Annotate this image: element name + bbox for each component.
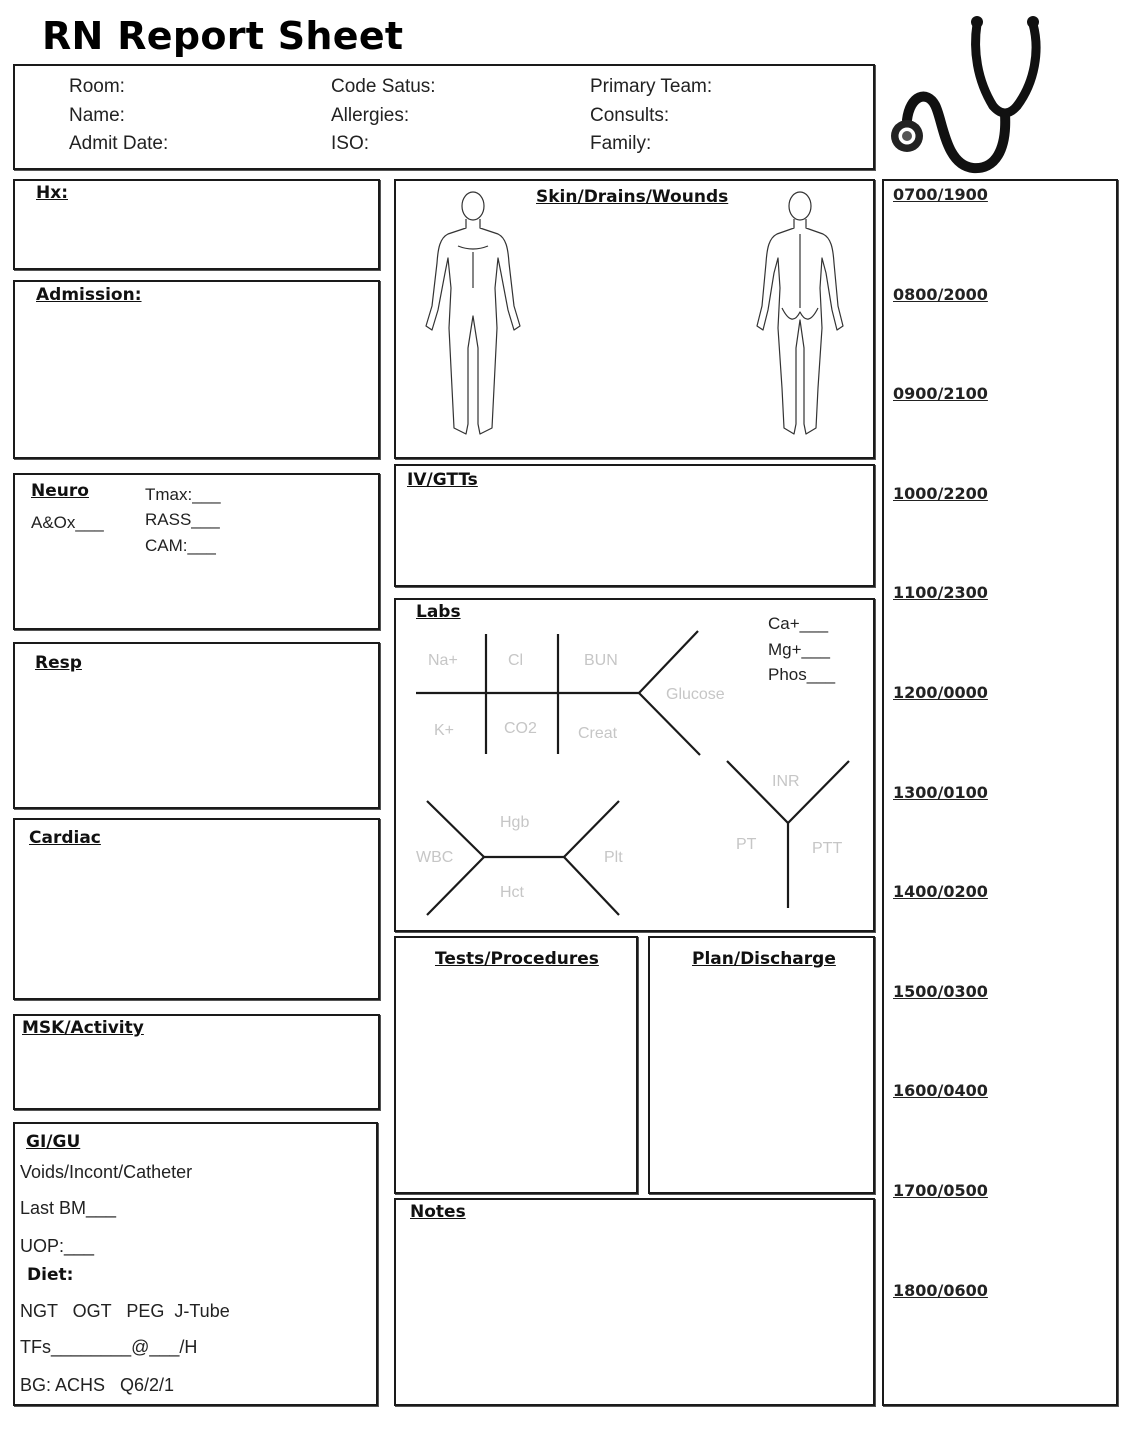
consults-label: Consults: xyxy=(590,105,670,126)
mg-field: Mg+___ xyxy=(768,640,830,659)
aox-field: A&Ox___ xyxy=(31,513,104,532)
tests-box xyxy=(394,936,638,1194)
cardiac-title: Cardiac xyxy=(29,828,101,848)
neuro-title: Neuro xyxy=(31,481,89,501)
time-slot: 0800/2000 xyxy=(893,284,988,304)
lab-plt: Plt xyxy=(604,849,623,866)
lab-k: K+ xyxy=(434,722,455,739)
lab-na: Na+ xyxy=(428,652,458,669)
time-slot: 1700/0500 xyxy=(893,1181,988,1200)
iso-label: ISO: xyxy=(331,133,370,154)
tmax-field: Tmax:___ xyxy=(145,485,221,504)
lab-creat: Creat xyxy=(578,725,618,742)
name-label: Name: xyxy=(69,105,125,126)
room-label: Room: xyxy=(69,76,125,97)
tests-title: Tests/Procedures xyxy=(435,949,599,969)
lab-co2: CO2 xyxy=(504,720,537,737)
diet-label: Diet: xyxy=(27,1265,74,1285)
page-title: RN Report Sheet xyxy=(42,14,404,58)
lab-inr: INR xyxy=(772,773,800,790)
plan-title: Plan/Discharge xyxy=(692,949,836,969)
labs-title: Labs xyxy=(416,602,461,622)
voids-field: Voids/Incont/Catheter xyxy=(20,1162,193,1182)
phos-field: Phos___ xyxy=(768,665,836,684)
stethoscope-icon xyxy=(885,10,1075,175)
notes-box xyxy=(394,1198,875,1406)
lab-pt: PT xyxy=(736,836,757,853)
time-slot: 1500/0300 xyxy=(893,981,988,1001)
lab-glucose: Glucose xyxy=(666,686,725,703)
allergies-label: Allergies: xyxy=(331,105,410,126)
primary-team-label: Primary Team: xyxy=(590,76,713,97)
admission-box xyxy=(13,280,380,459)
admission-title: Admission: xyxy=(36,285,142,305)
notes-title: Notes xyxy=(410,1202,466,1222)
hx-box xyxy=(13,179,380,270)
last-bm-field: Last BM___ xyxy=(20,1198,117,1218)
lab-hct: Hct xyxy=(500,884,524,901)
time-slot: 1400/0200 xyxy=(893,882,988,902)
skin-title: Skin/Drains/Wounds xyxy=(536,187,729,207)
time-slot: 1800/0600 xyxy=(893,1280,988,1300)
lab-wbc: WBC xyxy=(416,849,454,866)
rass-field: RASS___ xyxy=(145,510,220,529)
body-front-figure xyxy=(418,188,528,440)
bg-field: BG: ACHS Q6/2/1 xyxy=(20,1375,175,1395)
lab-skeleton-diagrams xyxy=(394,598,875,932)
lab-hgb: Hgb xyxy=(500,814,530,831)
lab-cl: Cl xyxy=(508,652,524,669)
time-slot: 1600/0400 xyxy=(893,1081,988,1101)
time-slot: 1000/2200 xyxy=(893,483,988,503)
time-slot: 0900/2100 xyxy=(893,384,988,404)
plan-box xyxy=(648,936,875,1194)
tubes-field: NGT OGT PEG J-Tube xyxy=(20,1301,230,1321)
body-back-figure xyxy=(752,188,848,440)
resp-title: Resp xyxy=(35,653,82,673)
lab-bun: BUN xyxy=(584,652,618,669)
msk-title: MSK/Activity xyxy=(22,1018,144,1038)
admit-date-label: Admit Date: xyxy=(69,133,169,154)
uop-field: UOP:___ xyxy=(20,1236,95,1256)
gigu-title: GI/GU xyxy=(26,1132,81,1152)
time-slot: 1300/0100 xyxy=(893,782,988,802)
ca-field: Ca+___ xyxy=(768,614,829,633)
family-label: Family: xyxy=(590,133,652,154)
iv-title: IV/GTTs xyxy=(407,470,478,490)
lab-ptt: PTT xyxy=(812,840,843,857)
time-slot: 0700/1900 xyxy=(893,185,988,204)
time-slot: 1100/2300 xyxy=(893,583,988,603)
time-slot: 1200/0000 xyxy=(893,683,988,702)
tfs-field: TFs________@___/H xyxy=(20,1337,198,1357)
code-status-label: Code Satus: xyxy=(331,76,436,97)
hx-title: Hx: xyxy=(36,183,68,203)
cam-field: CAM:___ xyxy=(145,536,216,555)
